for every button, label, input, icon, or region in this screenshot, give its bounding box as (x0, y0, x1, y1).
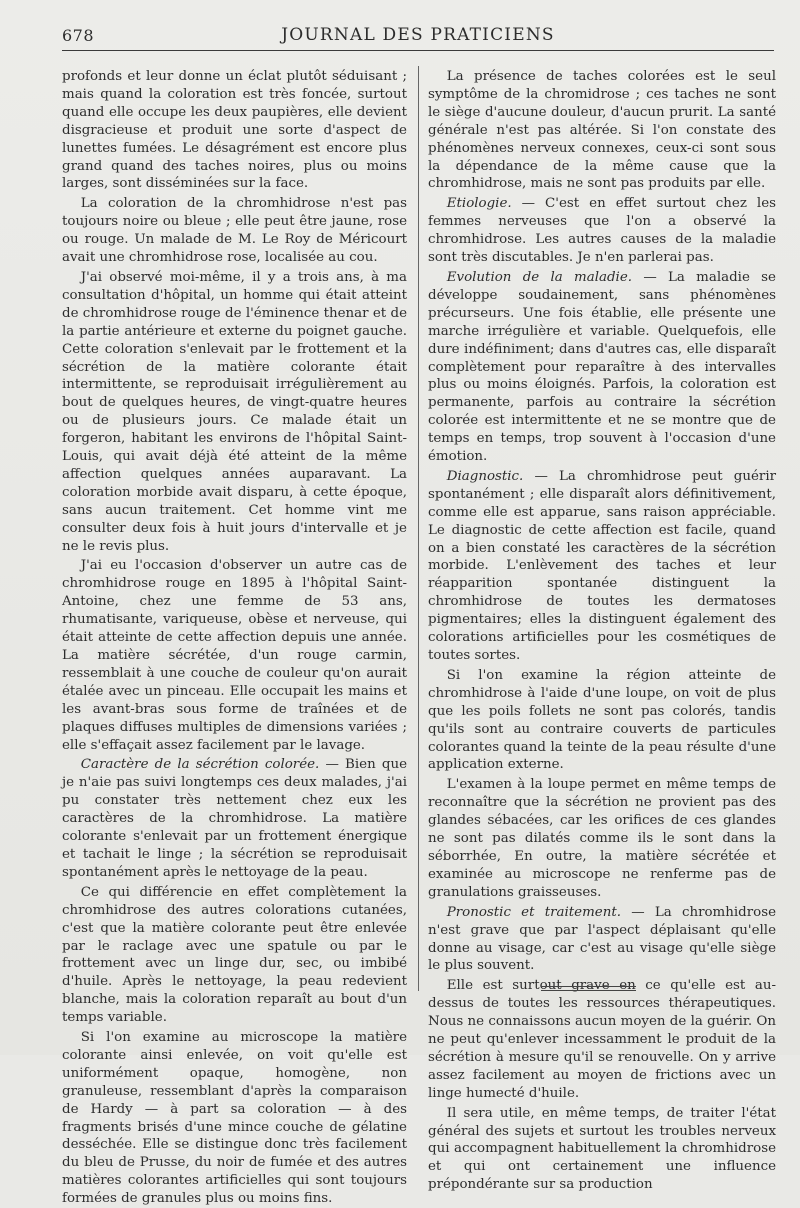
paragraph-text: — Bien que je n'aie pas suivi longtemps ces deux malades, j'ai pu constater très nettement chez eux les caractères de la chromhidrose. La matière colorante s'enlevait par un frottement énergique et tachait le linge ; la sécrétion se reproduisait spontanément après le nettoyage de la peau. (62, 757, 407, 880)
paragraph (62, 557, 407, 754)
paragraph-text: Si l'on examine au microscope la matière colorante ainsi enlevée, on voit qu'elle est uniformément opaque, homogène, non granuleuse, ressemblant d'après la comparaison de Hardy — à part sa coloration — à des fragments brisés d'une mince couche de gélatine desséchée. Elle se distingue donc très facilement du bleu de Prusse, du noir de fumée et des autres matières colorantes artificielles qui sont toujours formées de granules plus ou moins fins. (62, 1030, 407, 1207)
paragraph (428, 468, 776, 665)
paragraph-text: Elle est surtout grave en ce qu'elle est au-dessus de toutes les ressources thérapeutiques. Nous ne connaissons aucun moyen de la guérir. On ne peut qu'enlever incessamment le produit de la sécrétion à mesure qu'il se renouvelle. On y arrive assez facilement au moyen de frictions avec un linge humecté d'huile. (428, 978, 776, 1101)
right-column (428, 68, 776, 1194)
paragraph-text: — La maladie se développe soudainement, sans phénomènes précurseurs. Une fois établie, elle présente une marche irrégulière et variable. Quelquefois, elle dure indéfiniment; dans d'autres cas, elle disparaît complètement pour reparaître à des intervalles plus ou moins éloignés. Parfois, la coloration est permanente, parfois au contraire la sécrétion colorée est intermittente et ne se montre que de temps en temps, trop souvent à l'occasion d'une émotion. (428, 269, 776, 465)
page-number: 678 (62, 26, 95, 45)
paragraph-text: L'examen à la loupe permet en même temps de reconnaître que la sécrétion ne provient pas des glandes sébacées, car les orifices de ces glandes ne sont pas dilatés comme ils le sont dans la séborrhée, En outre, la matière sécrétée et examinée au microscope ne renferme pas de granulations graisseuses. (428, 777, 776, 900)
paragraph-text: Il sera utile, en même temps, de traiter l'état général des sujets et surtout les troubles nerveux qui accompagnent habituellement la chromhidrose et qui ont certainement une influence prépondérante sur sa production (428, 1105, 776, 1193)
paragraph-text: — La chromhidrose n'est grave que par l'aspect déplaisant qu'elle donne au visage, car c'est au visage qu'elle siège le plus souvent. (428, 904, 776, 974)
paragraph-text: Si l'on examine la région atteinte de chromhidrose à l'aide d'une loupe, on voit de plus que les poils follets ne sont pas colorés, tandis qu'ils sont au contraire couverts de particules colorantes quand la teinte de la peau résulte d'une application externe. (428, 667, 776, 773)
paragraph-text: La présence de taches colorées est le seul symptôme de la chromidrose ; ces taches ne sont le siège d'aucune douleur, d'aucun prurit. La santé générale n'est pas altérée. Si l'on constate des phénomènes nerveux connexes, ceux-ci sont sous la dépendance de la même cause que la chromhidrose, mais ne sont pas produits par elle. (428, 69, 776, 192)
header-rule (62, 50, 774, 51)
paragraph (428, 195, 776, 267)
paragraph (428, 667, 776, 774)
paragraph (428, 776, 776, 901)
paragraph (428, 269, 776, 466)
paragraph-text: — La chromhidrose peut guérir spontanément ; elle disparaît alors définitivement, comme elle est apparue, sans raison appréciable. Le diagnostic de cette affection est facile, quand on a bien constaté les caractères de la sécrétion morbide. L'enlèvement des taches et leur réapparition spontanée distinguent la chromhidrose de toutes les dermatoses pigmentaires; elles la distinguent également des colorations artificielles pour les cosmétiques de toutes sortes. (428, 468, 776, 663)
paragraph (62, 195, 407, 267)
section-heading: Diagnostic. (446, 468, 524, 484)
paragraph (62, 1029, 407, 1208)
left-column (62, 68, 407, 1208)
paragraph (62, 68, 407, 193)
section-heading: Evolution de la maladie. (446, 269, 633, 285)
section-heading: Pronostic et traitement. (446, 904, 621, 920)
page-header (62, 22, 774, 48)
paragraph-text: J'ai observé moi-même, il y a trois ans, à ma consultation d'hôpital, un homme qui était atteint de chromhidrose rouge de l'éminence thenar et de la partie antérieure et externe du poignet gauche. Cette coloration s'enlevait par le frottement et la sécrétion de la matière colorante était intermittente, se reproduisait irrégulièrement au bout de quelques heures, de vingt-quatre heures ou de plusieurs jours. Ce malade était un forgeron, habitant les environs de l'hôpital Saint-Louis, qui avait déjà été atteint de la même affection quelques années auparavant. La coloration morbide avait disparu, à cette époque, sans aucun traitement. Cet homme vint me consulter deux fois à huit jours d'intervalle et je ne le revis plus. (62, 269, 407, 554)
paragraph (428, 1105, 776, 1195)
paragraph-text: J'ai eu l'occasion d'observer un autre cas de chromhidrose rouge en 1895 à l'hôpital Saint-Antoine, chez une femme de 53 ans, rhumatisante, variqueuse, obèse et nerveuse, qui était atteinte de cette affection depuis une année. La matière sécrétée, d'un rouge carmin, ressemblait à une couche de couleur qu'on aurait étalée avec un pinceau. Elle occupait les mains et les avant-bras sous forme de traînées et de plaques diffuses multiples de dimensions variées ; elle s'effaçait assez facilement par le lavage. (62, 558, 407, 753)
paragraph (428, 68, 776, 193)
end-of-article-rule (541, 986, 636, 991)
paragraph-text: — C'est en effet surtout chez les femmes nerveuses que l'on a observé la chromhidrose. Les autres causes de la maladie sont très discutables. Je n'en parlerai pas. (428, 196, 776, 266)
paragraph (62, 269, 407, 556)
section-heading: Caractère de la sécrétion colorée. (80, 757, 320, 773)
journal-title: JOURNAL DES PRATICIENS (281, 25, 555, 45)
paragraph-text: La coloration de la chromhidrose n'est pas toujours noire ou bleue ; elle peut être jaune, rose ou rouge. Un malade de M. Le Roy de Méricourt avait une chromhidrose rose, localisée au cou. (62, 196, 407, 266)
paragraph-text: Ce qui différencie en effet complètement la chromhidrose des autres colorations cutanées, c'est que la matière colorante peut être enlevée par le raclage avec une spatule ou par le frottement avec un linge dur, sec, ou imbibé d'huile. Après le nettoyage, la peau redevient blanche, mais la coloration reparaît au bout d'un temps variable. (62, 884, 407, 1026)
paragraph (428, 904, 776, 976)
paragraph (428, 977, 776, 1102)
section-heading: Etiologie. (446, 196, 512, 212)
paragraph (62, 884, 407, 1027)
paragraph (62, 756, 407, 881)
column-divider (418, 66, 419, 991)
paragraph-text: profonds et leur donne un éclat plutôt séduisant ; mais quand la coloration est très foncée, surtout quand elle occupe les deux paupières, elle devient disgracieuse et produit une sorte d'aspect de lunettes fumées. Le désagrément est encore plus grand quand des taches noires, plus ou moins larges, sont disséminées sur la face. (62, 69, 407, 192)
